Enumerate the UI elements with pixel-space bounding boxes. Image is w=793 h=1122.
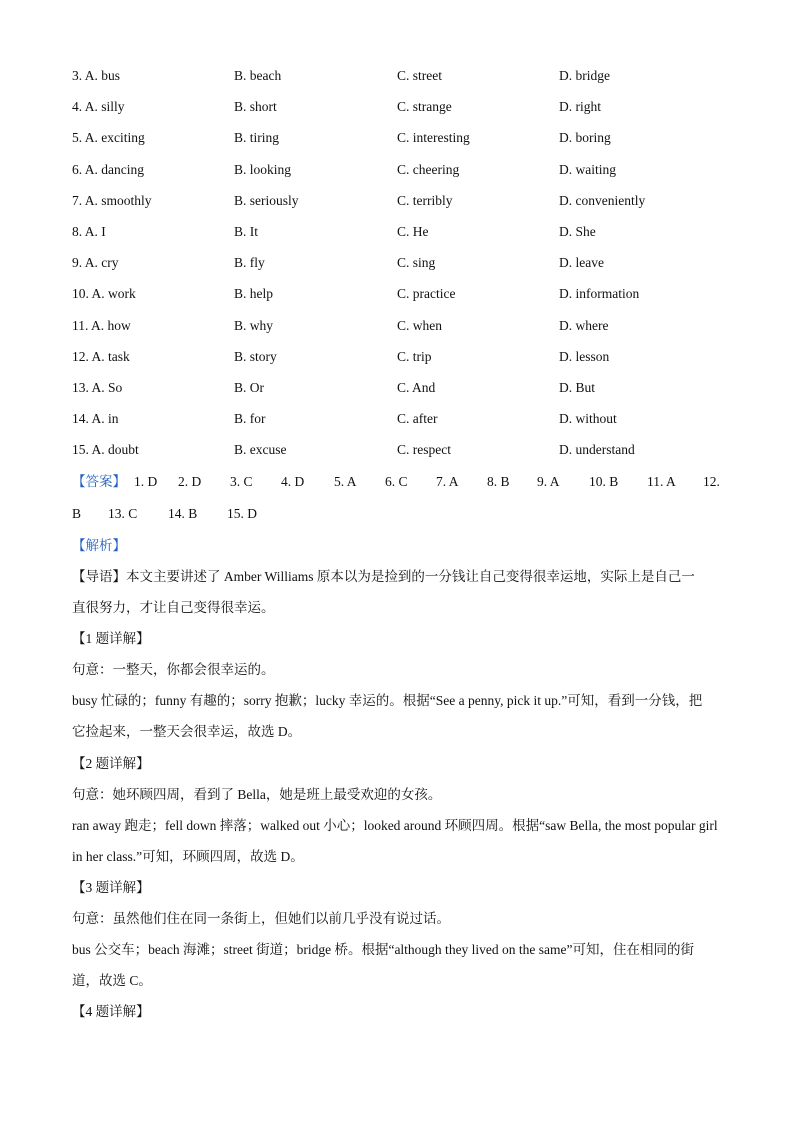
option-cell: D. lesson xyxy=(559,348,610,364)
answer-item: 14. B xyxy=(168,506,198,521)
answer-item: 4. D xyxy=(281,474,305,489)
option-row xyxy=(72,440,722,471)
option-cell: D. conveniently xyxy=(559,192,646,208)
answer-item: 10. B xyxy=(589,474,619,489)
option-cell: B. It xyxy=(234,223,259,239)
option-cell: B. Or xyxy=(234,379,264,395)
option-row xyxy=(72,160,722,191)
option-row xyxy=(72,316,722,347)
option-row xyxy=(72,128,722,159)
option-cell: D. right xyxy=(559,99,601,115)
answer-item: 1. D xyxy=(134,474,158,489)
answer-item: 13. C xyxy=(108,506,138,521)
option-cell: B. excuse xyxy=(234,442,287,458)
option-cell: C. And xyxy=(397,379,436,395)
option-row xyxy=(72,253,722,284)
option-cell: D. where xyxy=(559,317,609,333)
answer-item: 5. A xyxy=(334,474,357,489)
option-row xyxy=(72,284,722,315)
option-cell: C. terribly xyxy=(397,192,453,208)
option-cell: 13. A. So xyxy=(72,379,123,395)
intro-text: 本文主要讲述了 Amber Williams 原本以为是捡到的一分钱让自己变得很幸运地，实际上是自己一 xyxy=(126,569,695,584)
option-row xyxy=(72,66,722,97)
option-cell: C. practice xyxy=(397,286,456,302)
intro-line-1 xyxy=(72,567,723,587)
option-cell: C. trip xyxy=(397,348,432,364)
option-cell: D. boring xyxy=(559,130,611,146)
analysis-title: 【解析】 xyxy=(72,538,126,553)
answer-item: 9. A xyxy=(537,474,560,489)
option-cell: D. But xyxy=(559,379,596,395)
option-cell: D. without xyxy=(559,411,617,427)
option-cell: C. He xyxy=(397,223,429,239)
option-cell: C. respect xyxy=(397,442,451,458)
intro-tag: 【导语】 xyxy=(72,569,126,584)
option-cell: B. fly xyxy=(234,255,265,271)
option-cell: 14. A. in xyxy=(72,411,119,427)
q1-meaning: 句意：一整天，你都会很幸运的。 xyxy=(72,662,275,677)
option-cell: D. She xyxy=(559,223,596,239)
option-cell: B. seriously xyxy=(234,192,299,208)
option-cell: D. leave xyxy=(559,255,604,271)
option-cell: 4. A. silly xyxy=(72,99,125,115)
option-cell: C. cheering xyxy=(397,161,460,177)
option-cell: D. bridge xyxy=(559,68,610,83)
option-row xyxy=(72,97,722,128)
answer-item: 6. C xyxy=(385,474,408,489)
q3-title: 【3 题详解】 xyxy=(72,880,150,895)
option-cell: 11. A. how xyxy=(72,317,131,333)
option-cell: 5. A. exciting xyxy=(72,130,145,146)
answer-item: 2. D xyxy=(178,474,202,489)
option-cell: B. short xyxy=(234,99,277,115)
option-cell: D. information xyxy=(559,286,640,302)
option-cell: 3. A. bus xyxy=(72,68,121,83)
option-cell: B. beach xyxy=(234,68,282,83)
option-cell: C. street xyxy=(397,68,442,83)
option-row xyxy=(72,378,722,409)
option-cell: C. when xyxy=(397,317,442,333)
answer-tag: 【答案】 xyxy=(72,474,126,489)
q1-detail-line-1: busy 忙碌的；funny 有趣的；sorry 抱歉；lucky 幸运的。根据“See a penny, pick it up.”可知，看到一分钱，把 xyxy=(72,693,703,708)
option-cell: B. help xyxy=(234,286,273,302)
q2-detail-line-1: ran away 跑走；fell down 摔落；walked out 小心；looked around 环顾四周。根据“saw Bella, the most popular girl xyxy=(72,818,718,833)
q2-detail-line-2: in her class.”可知，环顾四周，故选 D。 xyxy=(72,849,304,864)
option-row xyxy=(72,409,722,440)
answer-item: 12. xyxy=(703,474,720,489)
option-cell: D. understand xyxy=(559,442,635,458)
option-cell: B. story xyxy=(234,348,277,364)
q3-meaning: 句意：虽然他们住在同一条街上，但她们以前几乎没有说过话。 xyxy=(72,911,450,926)
option-row xyxy=(72,347,722,378)
option-row xyxy=(72,222,722,253)
answer-item: 3. C xyxy=(230,474,253,489)
option-cell: 15. A. doubt xyxy=(72,442,139,458)
option-cell: 8. A. I xyxy=(72,223,106,239)
q4-title: 【4 题详解】 xyxy=(72,1004,150,1019)
q3-detail-line-2: 道，故选 C。 xyxy=(72,973,152,988)
option-cell: 7. A. smoothly xyxy=(72,192,152,208)
q1-title: 【1 题详解】 xyxy=(72,631,150,646)
answer-item: 8. B xyxy=(487,474,510,489)
option-cell: B. why xyxy=(234,317,274,333)
option-cell: 12. A. task xyxy=(72,348,130,364)
q1-detail-line-2: 它捡起来，一整天会很幸运，故选 D。 xyxy=(72,724,302,739)
option-cell: C. sing xyxy=(397,255,436,271)
q2-title: 【2 题详解】 xyxy=(72,756,150,771)
option-cell: D. waiting xyxy=(559,161,616,177)
option-cell: B. looking xyxy=(234,161,292,177)
answer-item: 15. D xyxy=(227,506,257,521)
intro-line-2: 直很努力，才让自己变得很幸运。 xyxy=(72,600,275,615)
answer-item: 11. A xyxy=(647,474,676,489)
option-cell: C. strange xyxy=(397,99,452,115)
option-cell: B. for xyxy=(234,411,266,427)
q2-meaning: 句意：她环顾四周，看到了 Bella，她是班上最受欢迎的女孩。 xyxy=(72,787,442,802)
answer-item: B xyxy=(72,506,82,521)
option-cell: C. interesting xyxy=(397,130,470,146)
option-row xyxy=(72,191,722,222)
answer-item: 7. A xyxy=(436,474,459,489)
answer-block xyxy=(72,472,723,528)
option-cell: C. after xyxy=(397,411,438,427)
options-table xyxy=(72,66,722,471)
option-cell: B. tiring xyxy=(234,130,280,146)
q3-detail-line-1: bus 公交车；beach 海滩；street 街道；bridge 桥。根据“although they lived on the same”可知，住在相同的街 xyxy=(72,942,695,957)
option-cell: 10. A. work xyxy=(72,286,136,302)
option-cell: 9. A. cry xyxy=(72,255,119,271)
option-cell: 6. A. dancing xyxy=(72,161,144,177)
